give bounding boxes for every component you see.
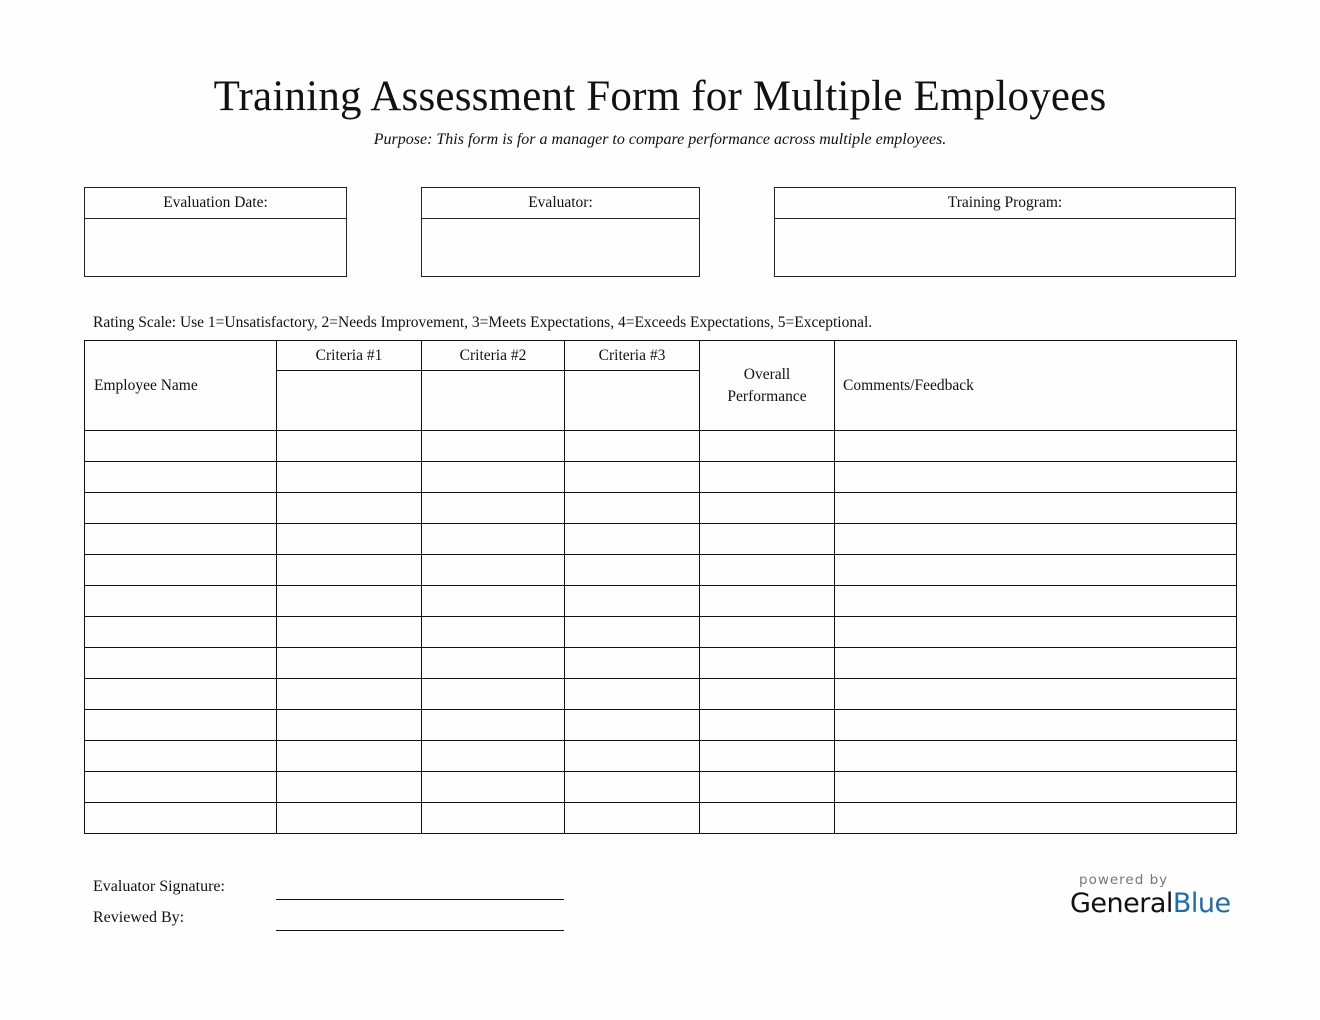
table-row — [85, 679, 1237, 710]
comments-cell[interactable] — [835, 617, 1237, 648]
employee-name-cell[interactable] — [85, 493, 277, 524]
criteria-1-cell[interactable] — [277, 462, 422, 493]
table-row — [85, 710, 1237, 741]
reviewed-by-label: Reviewed By: — [93, 909, 185, 926]
criteria-1-cell[interactable] — [277, 772, 422, 803]
criteria-2-cell[interactable] — [422, 803, 565, 834]
brand-name — [1070, 888, 1230, 919]
overall-performance-cell[interactable] — [700, 462, 835, 493]
criteria-3-cell[interactable] — [565, 493, 700, 524]
criteria-1-cell[interactable] — [277, 741, 422, 772]
training-program-label: Training Program: — [775, 188, 1235, 219]
overall-performance-cell[interactable] — [700, 679, 835, 710]
generalblue-logo — [1070, 872, 1230, 919]
brand-general: General — [1070, 888, 1173, 919]
overall-performance-cell[interactable] — [700, 803, 835, 834]
criteria-2-cell[interactable] — [422, 493, 565, 524]
table-row — [85, 617, 1237, 648]
criteria-2-cell[interactable] — [422, 462, 565, 493]
comments-cell[interactable] — [835, 772, 1237, 803]
evaluator-box — [421, 187, 700, 277]
employee-name-cell[interactable] — [85, 431, 277, 462]
overall-performance-cell[interactable] — [700, 741, 835, 772]
criteria-2-cell[interactable] — [422, 586, 565, 617]
criteria-1-cell[interactable] — [277, 648, 422, 679]
criteria-1-name-field[interactable] — [277, 371, 422, 431]
evaluator-signature-label: Evaluator Signature: — [93, 878, 225, 895]
brand-blue: Blue — [1172, 888, 1231, 919]
evaluation-date-label: Evaluation Date: — [85, 188, 346, 219]
criteria-1-cell[interactable] — [277, 524, 422, 555]
employee-name-cell[interactable] — [85, 741, 277, 772]
purpose-text: Purpose: This form is for a manager to compare performance across multiple employees. — [373, 131, 947, 148]
overall-performance-cell[interactable] — [700, 648, 835, 679]
reviewed-by-line[interactable] — [276, 914, 564, 931]
overall-performance-cell[interactable] — [700, 586, 835, 617]
employee-name-cell[interactable] — [85, 462, 277, 493]
criteria-2-cell[interactable] — [422, 431, 565, 462]
table-row — [85, 493, 1237, 524]
comments-cell[interactable] — [835, 555, 1237, 586]
table-row — [85, 431, 1237, 462]
criteria-3-cell[interactable] — [565, 648, 700, 679]
table-row — [85, 586, 1237, 617]
criteria-1-cell[interactable] — [277, 679, 422, 710]
assessment-table — [84, 340, 1237, 834]
header-comments-feedback: Comments/Feedback — [835, 341, 1237, 431]
overall-performance-cell[interactable] — [700, 555, 835, 586]
criteria-3-cell[interactable] — [565, 679, 700, 710]
criteria-2-cell[interactable] — [422, 617, 565, 648]
overall-line-2: Performance — [727, 387, 807, 405]
table-row — [85, 524, 1237, 555]
training-program-field[interactable] — [775, 219, 1235, 277]
comments-cell[interactable] — [835, 524, 1237, 555]
criteria-2-cell[interactable] — [422, 524, 565, 555]
criteria-1-cell[interactable] — [277, 586, 422, 617]
comments-cell[interactable] — [835, 462, 1237, 493]
table-header-row — [85, 341, 1237, 371]
criteria-3-cell[interactable] — [565, 710, 700, 741]
header-employee-name: Employee Name — [85, 341, 277, 431]
criteria-2-cell[interactable] — [422, 741, 565, 772]
evaluation-date-field[interactable] — [85, 219, 346, 277]
table-row — [85, 462, 1237, 493]
criteria-1-cell[interactable] — [277, 710, 422, 741]
criteria-3-cell[interactable] — [565, 803, 700, 834]
evaluator-signature-line[interactable] — [276, 883, 564, 900]
overall-performance-cell[interactable] — [700, 524, 835, 555]
criteria-3-cell[interactable] — [565, 462, 700, 493]
criteria-3-cell[interactable] — [565, 586, 700, 617]
header-criteria-1: Criteria #1 — [277, 341, 422, 371]
criteria-1-cell[interactable] — [277, 431, 422, 462]
criteria-3-cell[interactable] — [565, 524, 700, 555]
criteria-3-cell[interactable] — [565, 431, 700, 462]
table-row — [85, 772, 1237, 803]
header-criteria-2: Criteria #2 — [422, 341, 565, 371]
criteria-2-cell[interactable] — [422, 648, 565, 679]
criteria-3-cell[interactable] — [565, 555, 700, 586]
criteria-2-cell[interactable] — [422, 679, 565, 710]
overall-performance-cell[interactable] — [700, 493, 835, 524]
table-row — [85, 555, 1237, 586]
comments-cell[interactable] — [835, 586, 1237, 617]
criteria-1-cell[interactable] — [277, 617, 422, 648]
comments-cell[interactable] — [835, 648, 1237, 679]
criteria-1-cell[interactable] — [277, 803, 422, 834]
employee-name-cell[interactable] — [85, 648, 277, 679]
criteria-3-cell[interactable] — [565, 772, 700, 803]
criteria-2-cell[interactable] — [422, 772, 565, 803]
criteria-2-cell[interactable] — [422, 710, 565, 741]
criteria-1-cell[interactable] — [277, 555, 422, 586]
overall-performance-cell[interactable] — [700, 710, 835, 741]
comments-cell[interactable] — [835, 710, 1237, 741]
evaluator-label: Evaluator: — [422, 188, 699, 219]
comments-cell[interactable] — [835, 803, 1237, 834]
table-row — [85, 741, 1237, 772]
page-title: Training Assessment Form for Multiple Employees — [213, 73, 1107, 120]
criteria-3-name-field[interactable] — [565, 371, 700, 431]
criteria-3-cell[interactable] — [565, 617, 700, 648]
comments-cell[interactable] — [835, 493, 1237, 524]
header-criteria-3: Criteria #3 — [565, 341, 700, 371]
employee-name-cell[interactable] — [85, 524, 277, 555]
employee-name-cell[interactable] — [85, 586, 277, 617]
rating-scale-text: Rating Scale: Use 1=Unsatisfactory, 2=Needs Improvement, 3=Meets Expectations, 4=Exceeds Expectations, 5=Exceptional. — [93, 314, 873, 331]
comments-cell[interactable] — [835, 741, 1237, 772]
powered-by-text: powered by — [1079, 872, 1169, 888]
table-body — [85, 431, 1237, 834]
employee-name-cell[interactable] — [85, 679, 277, 710]
criteria-3-cell[interactable] — [565, 741, 700, 772]
overall-line-1: Overall — [743, 365, 791, 383]
comments-cell[interactable] — [835, 431, 1237, 462]
criteria-1-cell[interactable] — [277, 493, 422, 524]
criteria-2-cell[interactable] — [422, 555, 565, 586]
criteria-2-name-field[interactable] — [422, 371, 565, 431]
comments-cell[interactable] — [835, 679, 1237, 710]
employee-name-cell[interactable] — [85, 710, 277, 741]
employee-name-cell[interactable] — [85, 772, 277, 803]
table-row — [85, 648, 1237, 679]
training-program-box — [774, 187, 1236, 277]
employee-name-cell[interactable] — [85, 555, 277, 586]
overall-performance-cell[interactable] — [700, 772, 835, 803]
overall-performance-cell[interactable] — [700, 617, 835, 648]
header-overall-performance — [700, 341, 835, 431]
evaluation-date-box — [84, 187, 347, 277]
employee-name-cell[interactable] — [85, 617, 277, 648]
employee-name-cell[interactable] — [85, 803, 277, 834]
evaluator-field[interactable] — [422, 219, 699, 277]
table-row — [85, 803, 1237, 834]
overall-performance-cell[interactable] — [700, 431, 835, 462]
